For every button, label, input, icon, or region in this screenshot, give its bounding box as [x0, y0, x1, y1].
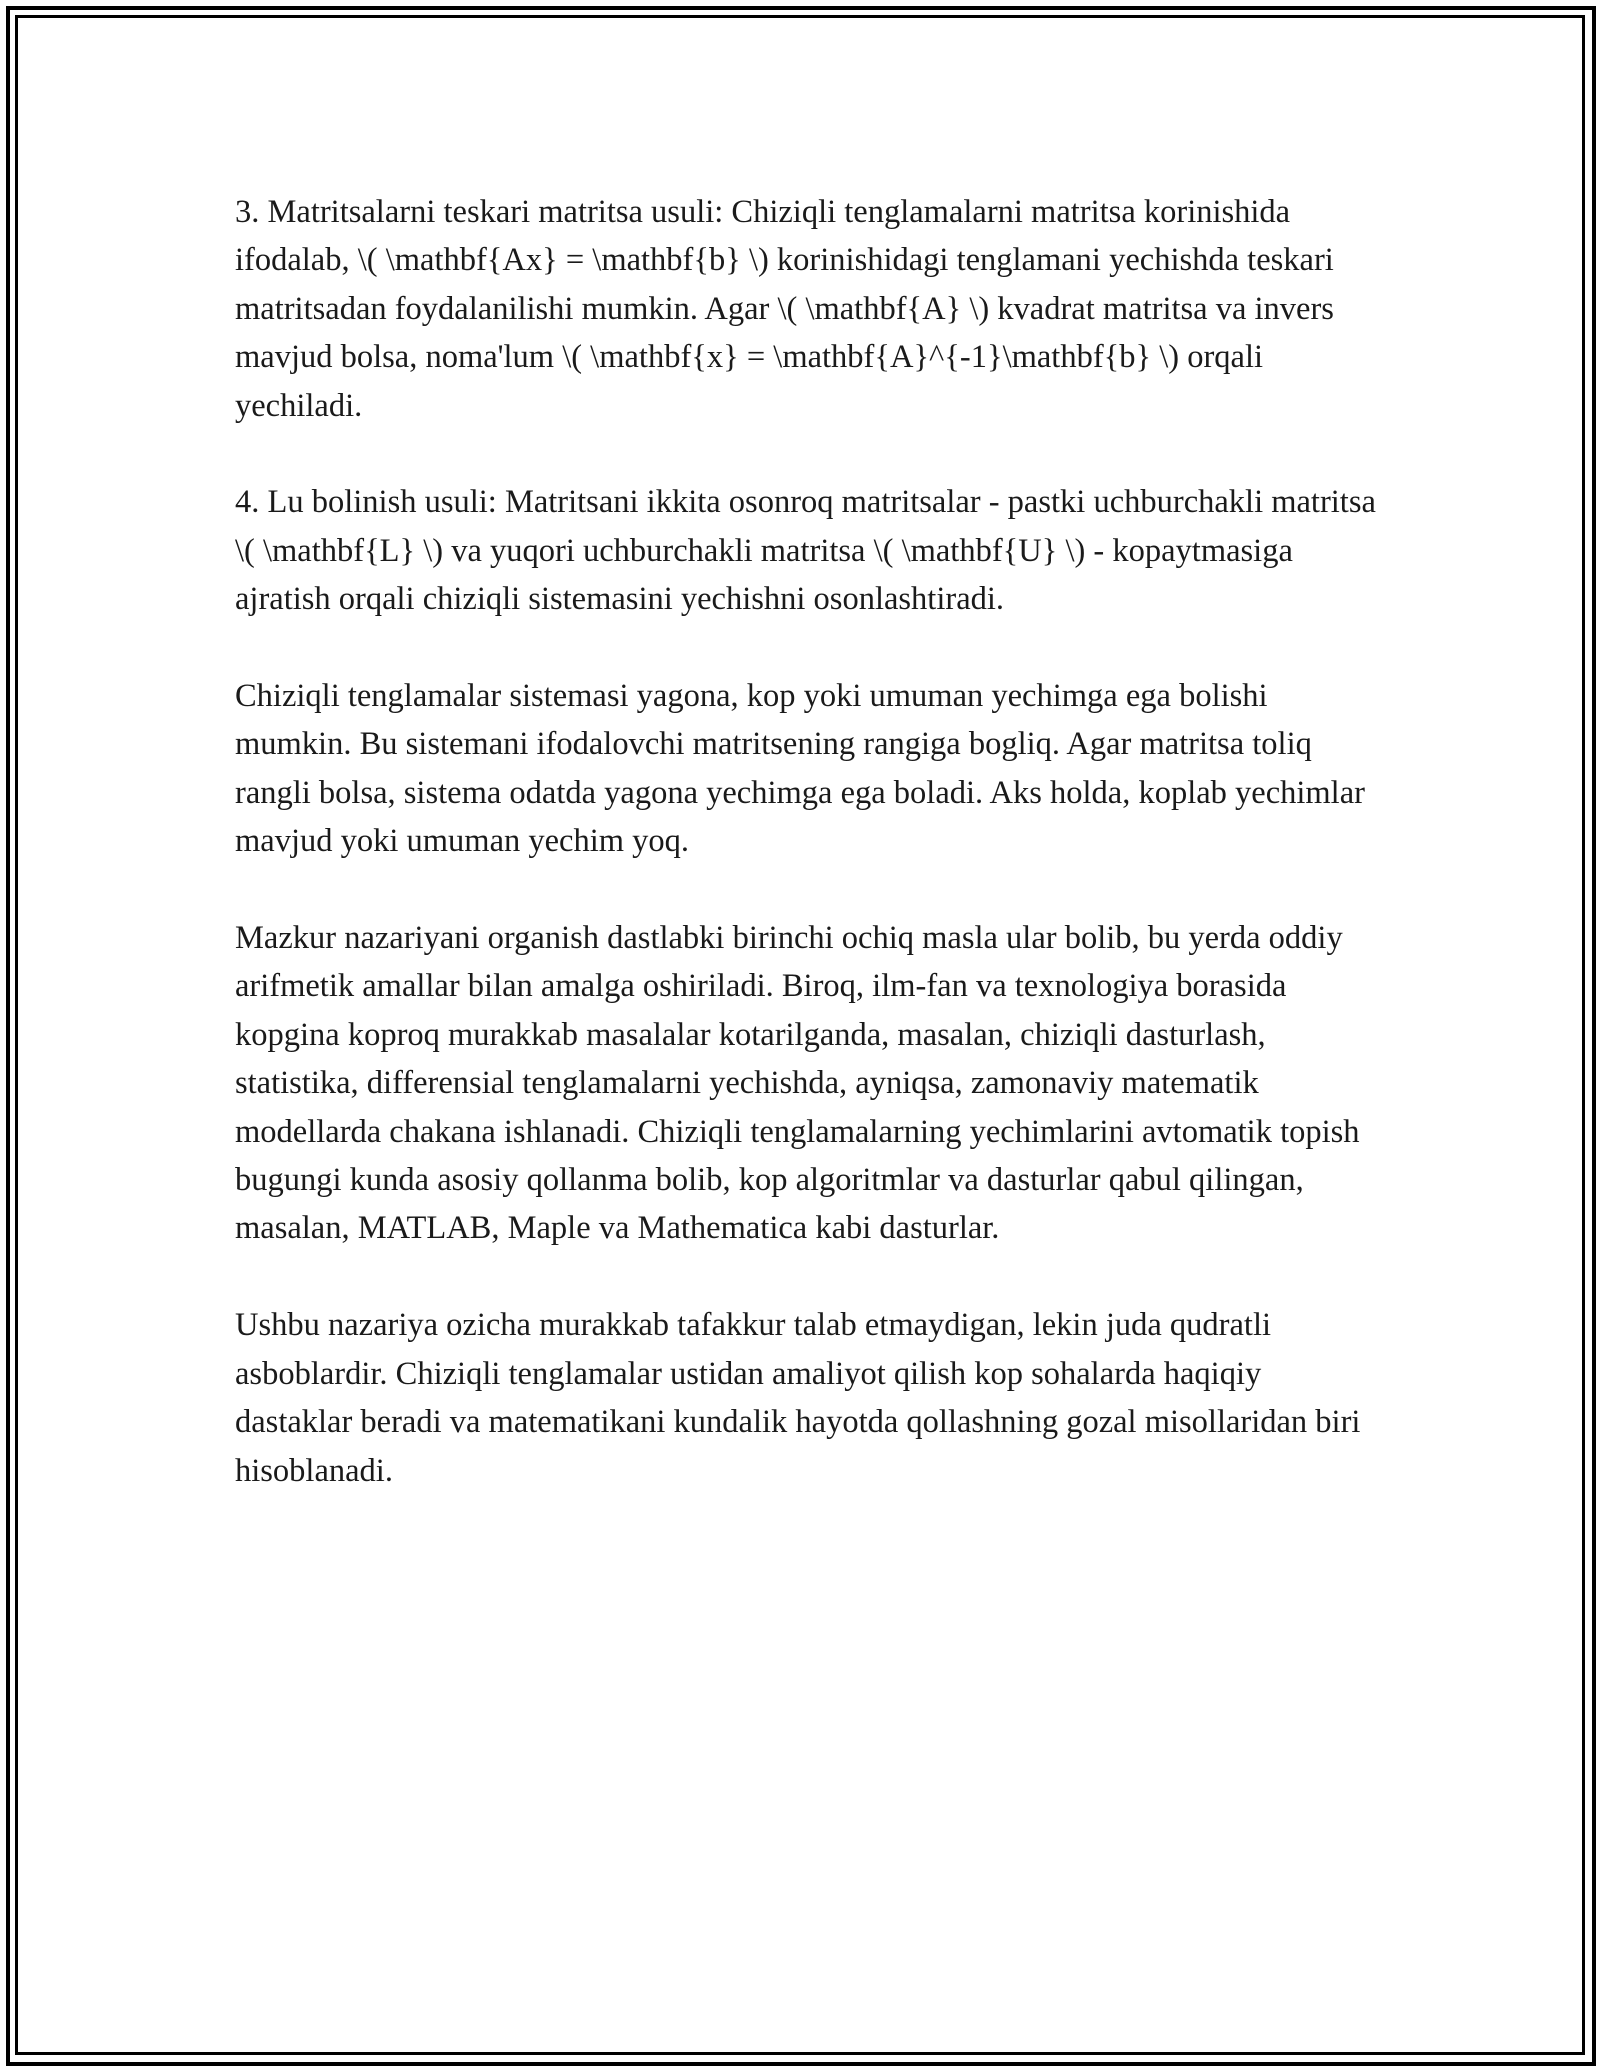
paragraph-applications: Mazkur nazariyani organish dastlabki birinchi ochiq masla ular bolib, bu yerda oddiy arifmetik amallar bilan amalga oshiriladi. Biroq, ilm-fan va texnologiya borasida kopgina koproq murakkab masalalar kotarilganda, masalan, chiziqli dasturlash, statistika, differensial tenglamalarni yechishda, ayniqsa, zamonaviy matematik modellarda chakana ishlanadi. Chiziqli tenglamalarning yechimlarini avtomatik topish bugungi kunda asosiy qollanma bolib, kop algoritmlar va dasturlar qabul qilingan, masalan, MATLAB, Maple va Mathematica kabi dasturlar.	[235, 920, 1360, 1247]
paragraph-solution-uniqueness: Chiziqli tenglamalar sistemasi yagona, kop yoki umuman yechimga ega bolishi mumkin. Bu sistemani ifodalovchi matritsening rangiga bogliq. Agar matritsa toliq rangli bolsa, sistema odatda yagona yechimga ega boladi. Aks holda, koplab yechimlar mavjud yoki umuman yechim yoq.	[235, 678, 1365, 860]
paragraph-conclusion: Ushbu nazariya ozicha murakkab tafakkur talab etmaydigan, lekin juda qudratli asboblardir. Chiziqli tenglamalar ustidan amaliyot qilish kop sohalarda haqiqiy dastaklar beradi va matematikani kundalik hayotda qollashning gozal misollaridan biri hisoblanadi.	[235, 1307, 1361, 1489]
paragraph-lu-decomposition-method: 4. Lu bolinish usuli: Matritsani ikkita osonroq matritsalar - pastki uchburchakli matritsa \( \mathbf{L} \) va yuqori uchburchakli matritsa \( \mathbf{U} \) - kopaytmasiga ajratish orqali chiziqli sistemasini yechishni osonlashtiradi.	[235, 484, 1376, 618]
document-body	[235, 188, 1385, 1495]
paragraph-inverse-matrix-method: 3. Matritsalarni teskari matritsa usuli: Chiziqli tenglamalarni matritsa korinishida ifodalab, \( \mathbf{Ax} = \mathbf{b} \) korinishidagi tenglamani yechishda teskari matritsadan foydalanilishi mumkin. Agar \( \mathbf{A} \) kvadrat matritsa va invers mavjud bolsa, noma'lum \( \mathbf{x} = \mathbf{A}^{-1}\mathbf{b} \) orqali yechiladi.	[235, 194, 1334, 424]
